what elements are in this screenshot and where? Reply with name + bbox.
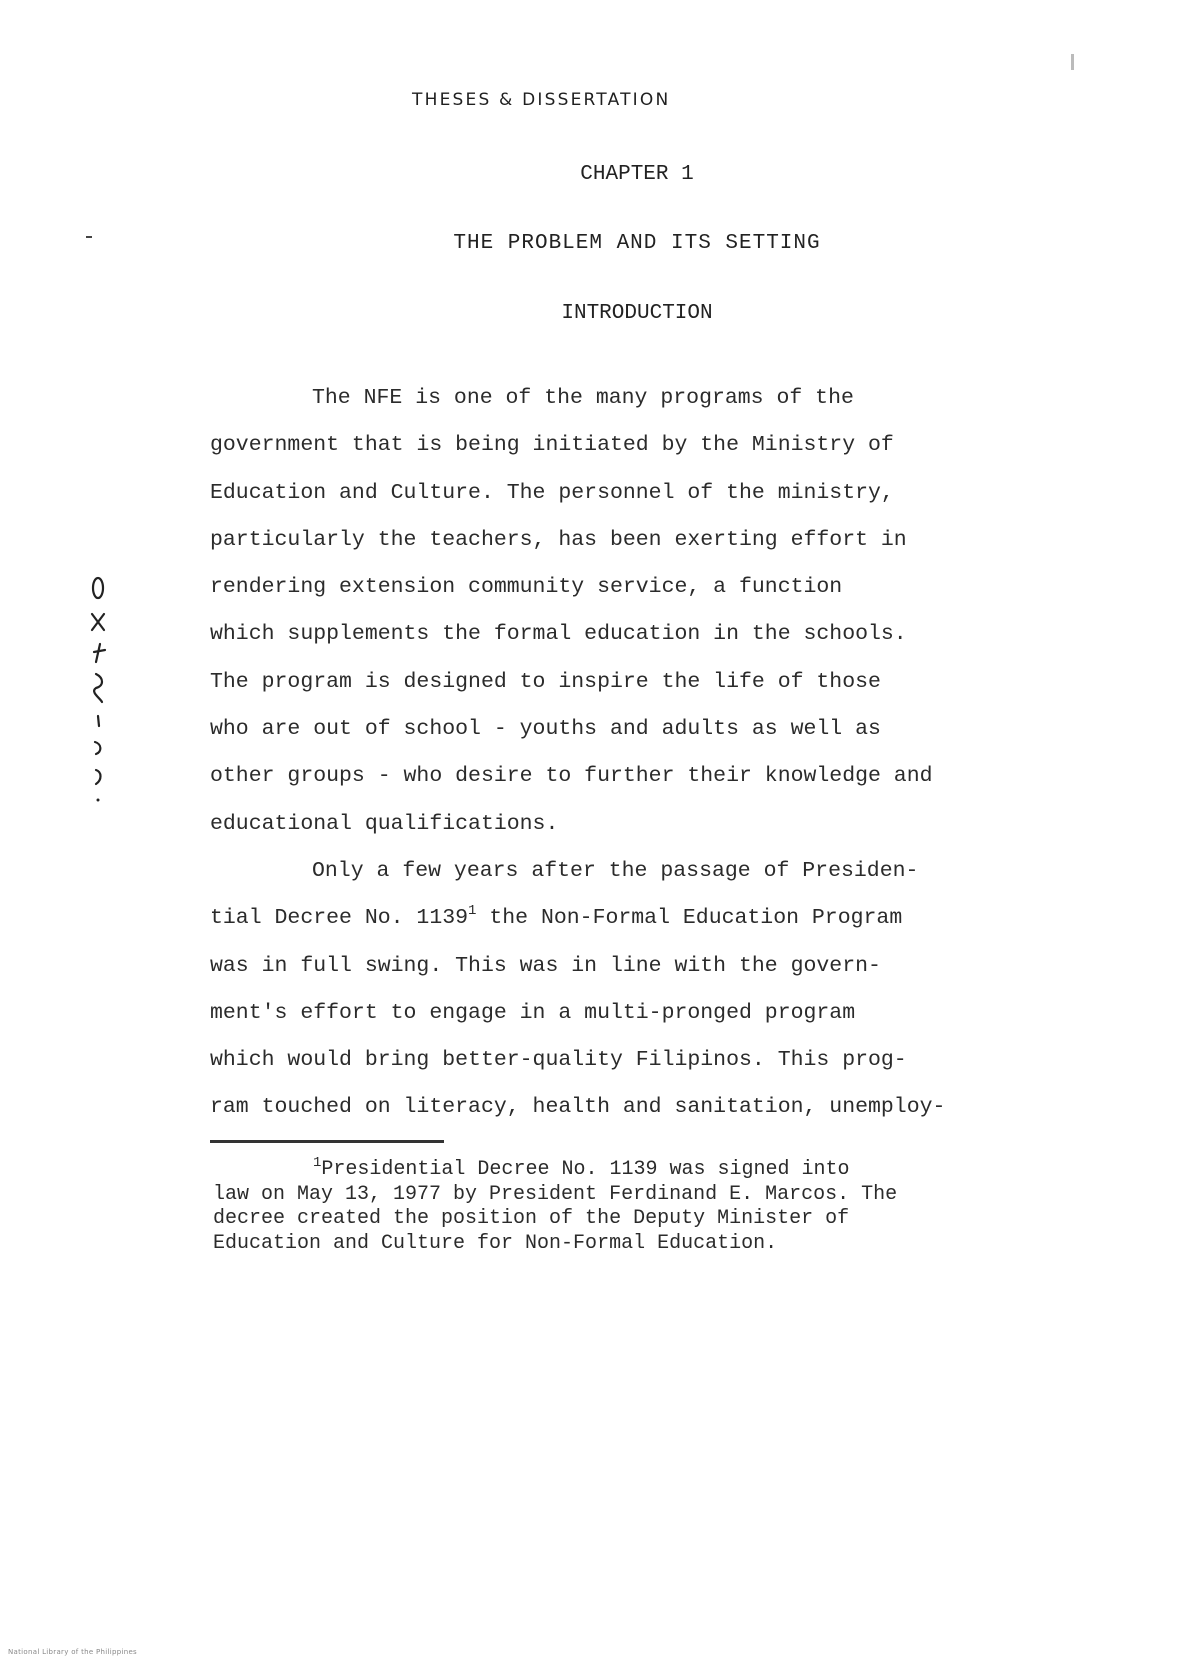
text-line: other groups - who desire to further their knowledge and [210,764,933,789]
text-line: which would bring better-quality Filipinos. This prog- [210,1048,907,1073]
section-heading: INTRODUCTION [561,302,713,325]
text-line: rendering extension community service, a function [210,575,843,600]
handwritten-accession-number [78,574,118,814]
text-segment: the Non-Formal Education Program [476,906,903,931]
footnote-text: Presidential Decree No. 1139 was signed into [321,1158,850,1181]
text-line: educational qualifications. [210,811,559,836]
text-segment: tial Decree No. 1139 [210,906,469,931]
footnote-mark: 1 [313,1155,322,1171]
text-line: was in full swing. This was in line with the govern- [210,953,881,978]
text-line-with-footnote [210,895,1030,942]
text-line: which supplements the formal education in the schools. [210,622,907,647]
text-line: particularly the teachers, has been exerting effort in [210,527,907,552]
text-line: Education and Culture. The personnel of the ministry, [210,480,894,505]
footnote-line: Education and Culture for Non-Formal Education. [213,1231,778,1255]
theses-stamp: THESES & DISSERTATION [412,90,671,110]
scan-credit: National Library of the Philippines [8,1648,137,1656]
text-line: Only a few years after the passage of Presiden- [312,858,919,883]
text-line: who are out of school - youths and adults as well as [210,717,881,742]
text-line: The program is designed to inspire the life of those [210,669,881,694]
text-line: ram touched on literacy, health and sanitation, unemploy- [210,1095,946,1120]
scan-edge-mark [1071,54,1074,70]
footnote-line: decree created the position of the Deputy Minister of [213,1207,850,1230]
footnote-reference[interactable]: 1 [468,903,477,920]
text-line: government that is being initiated by the Ministry of [210,433,894,458]
footnote-line: law on May 13, 1977 by President Ferdinand E. Marcos. The [213,1182,898,1206]
text-line: The NFE is one of the many programs of the [312,386,854,410]
footnote [213,1155,898,1256]
chapter-title: THE PROBLEM AND ITS SETTING [453,232,821,255]
body-text [210,375,1030,1132]
text-line: ment's effort to engage in a multi-pronged program [210,1000,856,1025]
margin-dash [86,236,92,238]
footnote-line [213,1155,897,1183]
chapter-heading: CHAPTER 1 [580,163,694,186]
footnote-separator [210,1140,444,1143]
